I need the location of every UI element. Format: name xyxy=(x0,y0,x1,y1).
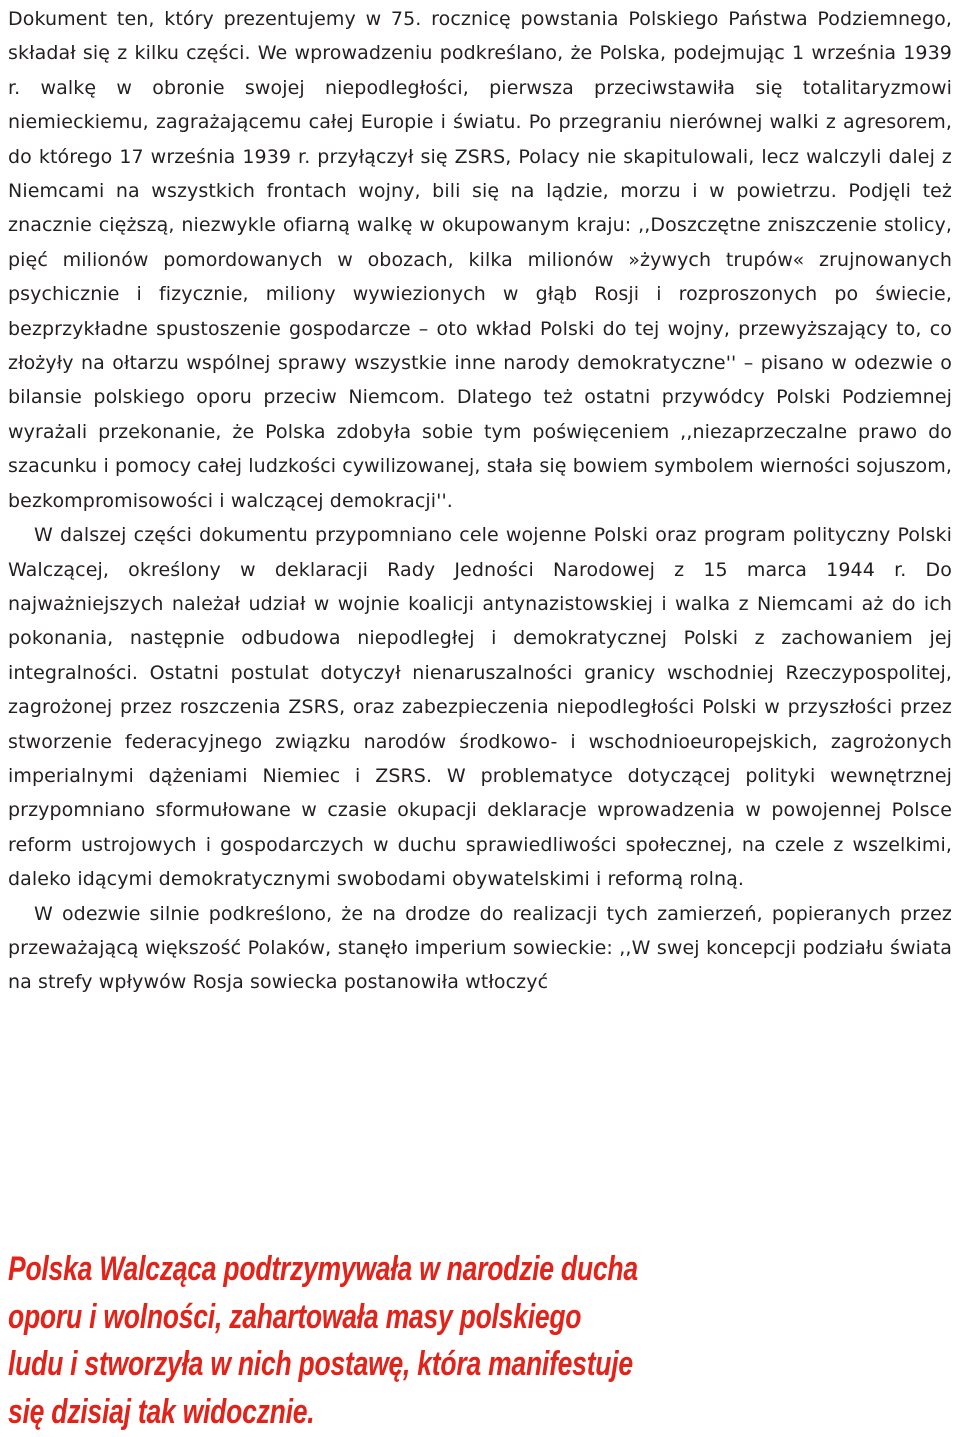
pull-quote xyxy=(8,1246,638,1436)
paragraph-1: Dokument ten, który prezentujemy w 75. rocznicę powstania Polskiego Państwa Podziemnego, składał się z kilku części. We wprowadzeniu podkreślano, że Polska, podejmując 1 września 1939 r. walkę w obronie swojej niepodległości, pierwsza przeciwstawiła się totalitaryzmowi niemieckiemu, zagrażającemu całej Europie i światu. Po przegraniu nierównej walki z agresorem, do którego 17 września 1939 r. przyłączył się ZSRS, Polacy nie skapitulowali, lecz walczyli dalej z Niemcami na wszystkich frontach wojny, bili się na lądzie, morzu i w powietrzu. Podjęli też znacznie cięższą, niezwykle ofiarną walkę w okupowanym kraju: ,,Doszczętne zniszczenie stolicy, pięć milionów pomordowanych w obozach, kilka milionów »żywych trupów« zrujnowanych psychicznie i fizycznie, miliony wywiezionych w głąb Rosji i rozproszonych po świecie, bezprzykładne spustoszenie gospodarcze – oto wkład Polski do tej wojny, przewyższający to, co złożyły na ołtarzu wspólnej sprawy wszystkie inne narody demokratyczne'' – pisano w odezwie o bilansie polskiego oporu przeciw Niemcom. Dlatego też ostatni przywódcy Polski Podziemnej wyrażali przekonanie, że Polska zdobyła sobie tym poświęceniem ,,niezaprzeczalne prawo do szacunku i pomocy całej ludzkości cywilizowanej, stała się bowiem symbolem wierności sojuszom, bezkompromisowości i walczącej demokracji''. xyxy=(8,8,952,512)
pull-quote-line-1: Polska Walcząca podtrzymywała w narodzie ducha xyxy=(8,1250,638,1288)
body-text xyxy=(8,2,952,1000)
pull-quote-line-3: ludu i stworzyła w nich postawę, która manifestuje xyxy=(8,1345,633,1383)
pull-quote-line-2: oporu i wolności, zahartowała masy polskiego xyxy=(8,1297,582,1336)
paragraph-3: W odezwie silnie podkreślono, że na drodze do realizacji tych zamierzeń, popieranych przez przeważającą większość Polaków, stanęło imperium sowieckie: ,,W swej koncepcji podziału świata na strefy wpływów Rosja sowiecka postanowiła wtłoczyć xyxy=(8,902,952,994)
paragraph-2: W dalszej części dokumentu przypomniano cele wojenne Polski oraz program polityczny Polski Walczącej, określony w deklaracji Rady Jedności Narodowej z 15 marca 1944 r. Do najważniejszych należał udział w wojnie koalicji antynazistowskiej i walka z Niemcami aż do ich pokonania, następnie odbudowa niepodległej i demokratycznej Polski z zachowaniem jej integralności. Ostatni postulat dotyczył nienaruszalności granicy wschodniej Rzeczypospolitej, zagrożonej przez roszczenia ZSRS, oraz zabezpieczenia niepodległości Polski w przyszłości przez stworzenie federacyjnego związku narodów środkowo- i wschodnioeuropejskich, zagrożonych imperialnymi dążeniami Niemiec i ZSRS. W problematyce dotyczącej polityki wewnętrznej przypomniano sformułowane w czasie okupacji deklaracje wprowadzenia w powojennej Polsce reform ustrojowych i gospodarczych w duchu sprawiedliwości społecznej, na czele z wszelkimi, daleko idącymi demokratycznymi swobodami obywatelskimi i reformą rolną. xyxy=(8,524,952,891)
pull-quote-line-4: się dzisiaj tak widocznie. xyxy=(8,1392,315,1431)
